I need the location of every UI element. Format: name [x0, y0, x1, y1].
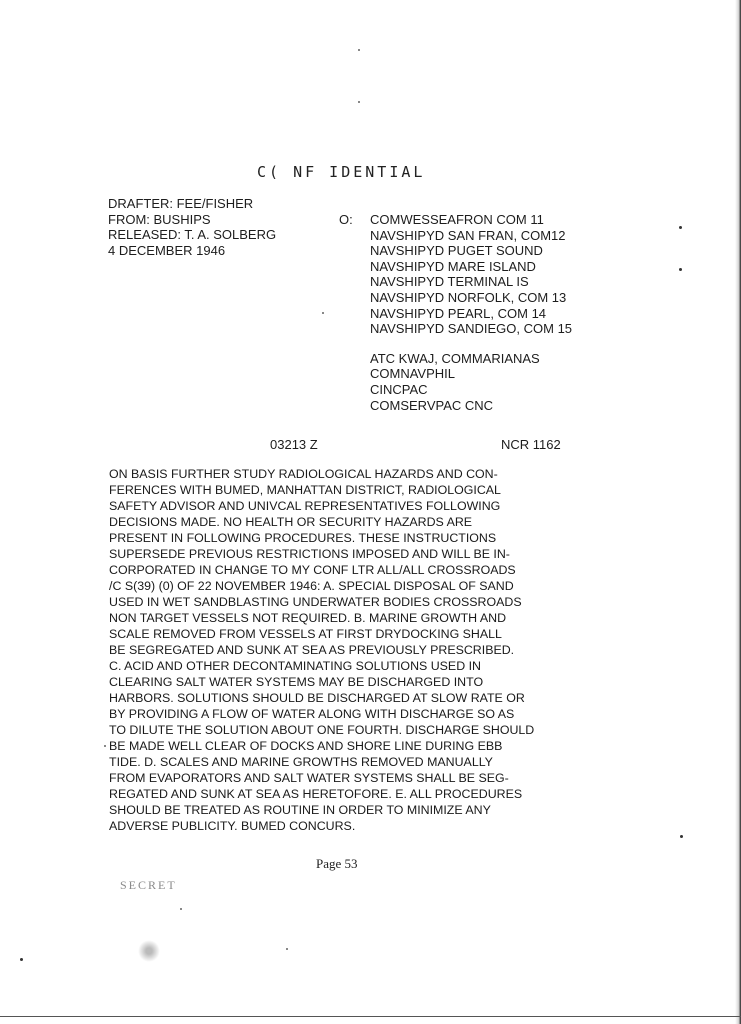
body-line: TIDE. D. SCALES AND MARINE GROWTHS REMOVED MANUALLY	[109, 755, 493, 769]
addressee-gap	[370, 337, 572, 351]
page-number: Page 53	[316, 856, 358, 871]
body-line: TO DILUTE THE SOLUTION ABOUT ONE FOURTH. DISCHARGE SHOULD	[109, 723, 535, 737]
body-line: REGATED AND SUNK AT SEA AS HERETOFORE. E. ALL PROCEDURES	[109, 787, 523, 801]
info-addressee-line: COMSERVPAC CNC	[370, 397, 494, 413]
addressee-line: NAVSHIPYD SAN FRAN, COM12	[370, 227, 566, 243]
scan-speck	[680, 835, 683, 838]
scan-speck	[322, 312, 324, 314]
addressee-line: NAVSHIPYD PEARL, COM 14	[370, 305, 547, 321]
body-line: BY PROVIDING A FLOW OF WATER ALONG WITH DISCHARGE SO AS	[109, 707, 515, 721]
body-line: ADVERSE PUBLICITY. BUMED CONCURS.	[109, 819, 356, 833]
body-line: SHOULD BE TREATED AS ROUTINE IN ORDER TO MINIMIZE ANY	[109, 803, 491, 817]
page-edge-shadow	[735, 0, 741, 1024]
scan-speck	[180, 908, 182, 910]
reference-number: NCR 1162	[501, 437, 561, 452]
body-line: ON BASIS FURTHER STUDY RADIOLOGICAL HAZARDS AND CON-	[109, 467, 498, 481]
body-line: SUPERSEDE PREVIOUS RESTRICTIONS IMPOSED AND WILL BE IN-	[109, 547, 510, 561]
scan-smudge	[138, 940, 160, 962]
scan-speck	[679, 226, 682, 229]
body-line: CLEARING SALT WATER SYSTEMS MAY BE DISCHARGED INTO	[109, 675, 484, 689]
body-line: NON TARGET VESSELS NOT REQUIRED. B. MARINE GROWTH AND	[109, 611, 507, 625]
message-body	[109, 466, 629, 834]
body-line: HARBORS. SOLUTIONS SHOULD BE DISCHARGED AT SLOW RATE OR	[109, 691, 525, 705]
body-line: BE SEGREGATED AND SUNK AT SEA AS PREVIOUSLY PRESCRIBED.	[109, 643, 515, 657]
scan-speck	[286, 948, 288, 950]
body-line: FERENCES WITH BUMED, MANHATTAN DISTRICT, RADIOLOGICAL	[109, 483, 501, 497]
body-line: C. ACID AND OTHER DECONTAMINATING SOLUTIONS USED IN	[109, 659, 481, 673]
scan-speck	[358, 49, 360, 51]
bottom-edge-line	[0, 1016, 741, 1017]
info-addressee-line: CINCPAC	[370, 381, 428, 397]
addressee-line: NAVSHIPYD TERMINAL IS	[370, 274, 529, 290]
body-line: SAFETY ADVISOR AND UNIVCAL REPRESENTATIVES FOLLOWING	[109, 499, 501, 513]
header-info-block	[108, 196, 276, 258]
info-addressee-line: ATC KWAJ, COMMARIANAS	[370, 350, 540, 366]
classification-footer-stamp: SECRET	[120, 878, 177, 892]
body-line: USED IN WET SANDBLASTING UNDERWATER BODIES CROSSROADS	[109, 595, 522, 609]
addressee-line: COMWESSEAFRON COM 11	[370, 212, 544, 227]
body-line: FROM EVAPORATORS AND SALT WATER SYSTEMS SHALL BE SEG-	[109, 771, 509, 785]
addressee-line: NAVSHIPYD MARE ISLAND	[370, 258, 536, 274]
from-line: FROM: BUSHIPS	[108, 211, 211, 227]
info-addressee-line: COMNAVPHIL	[370, 366, 455, 382]
body-line: CORPORATED IN CHANGE TO MY CONF LTR ALL/ALL CROSSROADS	[109, 563, 516, 577]
body-line: /C S(39) (0) OF 22 NOVEMBER 1946: A. SPECIAL DISPOSAL OF SAND	[109, 579, 514, 593]
date-line: 4 DECEMBER 1946	[108, 242, 226, 258]
scan-speck	[358, 101, 360, 103]
addressee-line: NAVSHIPYD SANDIEGO, COM 15	[370, 321, 573, 337]
addressee-line: NAVSHIPYD PUGET SOUND	[370, 243, 543, 259]
addressee-list	[370, 212, 572, 413]
drafter-line: DRAFTER: FEE/FISHER	[108, 196, 254, 211]
date-time-group: 03213 Z	[270, 437, 318, 452]
to-label: O:	[339, 212, 353, 227]
body-line: SCALE REMOVED FROM VESSELS AT FIRST DRYDOCKING SHALL	[109, 627, 502, 641]
addressee-line: NAVSHIPYD NORFOLK, COM 13	[370, 289, 567, 305]
body-line: PRESENT IN FOLLOWING PROCEDURES. THESE INSTRUCTIONS	[109, 531, 497, 545]
classification-header: C( NF IDENTIAL	[257, 163, 426, 181]
scan-speck	[20, 958, 23, 961]
scan-speck	[679, 268, 682, 271]
released-line: RELEASED: T. A. SOLBERG	[108, 227, 277, 242]
body-line: DECISIONS MADE. NO HEALTH OR SECURITY HAZARDS ARE	[109, 515, 473, 529]
body-line: BE MADE WELL CLEAR OF DOCKS AND SHORE LINE DURING EBB	[109, 739, 503, 753]
scan-speck	[104, 745, 106, 747]
